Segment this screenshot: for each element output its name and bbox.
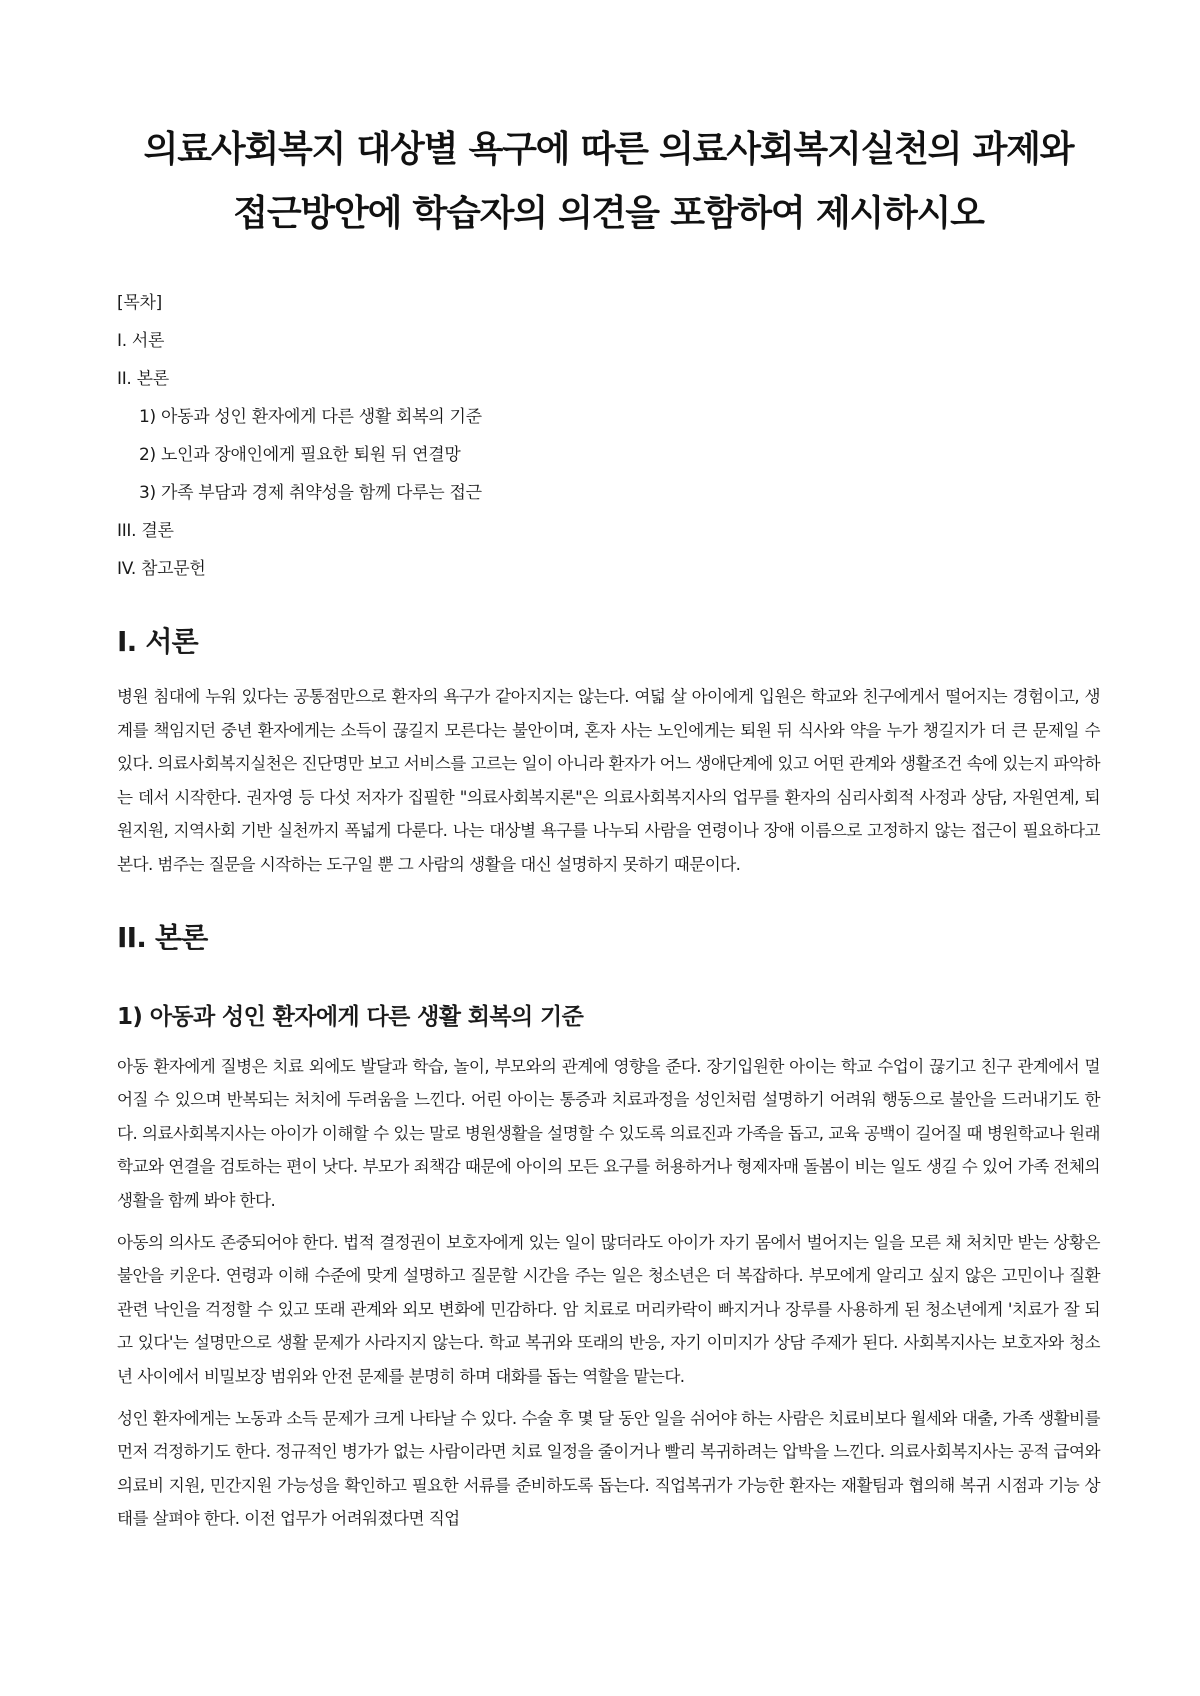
toc-item-conclusion: III. 결론	[117, 521, 174, 541]
title-line-2: 접근방안에 학습자의 의견을 포함하여 제시하시오	[233, 193, 984, 234]
intro-section	[117, 620, 1100, 882]
subsection-spacer	[117, 976, 1100, 998]
toc-item-sub2: 2) 노인과 장애인에게 필요한 퇴원 뒤 연결망	[139, 445, 461, 465]
toc-item-body: II. 본론	[117, 369, 169, 389]
toc-item-sub3: 3) 가족 부담과 경제 취약성을 함께 다루는 접근	[139, 483, 482, 503]
toc-heading: [목차]	[117, 293, 162, 313]
body-heading: II. 본론	[117, 920, 208, 954]
intro-heading: I. 서론	[117, 625, 198, 658]
intro-paragraph: 병원 침대에 누워 있다는 공통점만으로 환자의 욕구가 같아지지는 않는다. 여덟 살 아이에게 입원은 학교와 친구에게서 떨어지는 경험이고, 생계를 책임지던 중년 환자에게는 소득이 끊길지 모른다는 불안이며, 혼자 사는 노인에게는 퇴원 뒤 식사와 약을 누가 챙길지가 더 큰 문제일 수 있다. 의료사회복지실천은 진단명만 보고 서비스를 고르는 일이 아니라 환자가 어느 생애단계에 있고 어떤 관계와 생활조건 속에 있는지 파악하는 데서 시작한다. 권자영 등 다섯 저자가 집필한 "의료사회복지론"은 의료사회복지사의 업무를 환자의 심리사회적 사정과 상담, 자원연계, 퇴원지원, 지역사회 기반 실천까지 폭넓게 다룬다. 나는 대상별 욕구를 나누되 사람을 연령이나 장애 이름으로 고정하지 않는 접근이 필요하다고 본다. 범주는 질문을 시작하는 도구일 뿐 그 사람의 생활을 대신 설명하지 못하기 때문이다.	[117, 687, 1100, 874]
section-spacer	[117, 890, 1100, 916]
subsection-1-paragraph-1: 아동 환자에게 질병은 치료 외에도 발달과 학습, 놀이, 부모와의 관계에 영향을 준다. 장기입원한 아이는 학교 수업이 끊기고 친구 관계에서 멀어질 수 있으며 반복되는 처치에 두려움을 느낀다. 어린 아이는 통증과 치료과정을 성인처럼 설명하기 어려워 행동으로 불안을 드러내기도 한다. 의료사회복지사는 아이가 이해할 수 있는 말로 병원생활을 설명할 수 있도록 의료진과 가족을 돕고, 교육 공백이 길어질 때 병원학교나 원래 학교와 연결을 검토하는 편이 낫다. 부모가 죄책감 때문에 아이의 모든 요구를 허용하거나 형제자매 돌봄이 비는 일도 생길 수 있어 가족 전체의 생활을 함께 봐야 한다.	[117, 1056, 1100, 1210]
title-line-1: 의료사회복지 대상별 욕구에 따른 의료사회복지실천의 과제와	[143, 129, 1074, 170]
toc-list	[117, 322, 1100, 588]
toc-item-references: IV. 참고문헌	[117, 559, 206, 579]
body-section	[117, 916, 1100, 1536]
toc-item-sub1: 1) 아동과 성인 환자에게 다른 생활 회복의 기준	[139, 407, 482, 427]
subsection-1-paragraph-3: 성인 환자에게는 노동과 소득 문제가 크게 나타날 수 있다. 수술 후 몇 달 동안 일을 쉬어야 하는 사람은 치료비보다 월세와 대출, 가족 생활비를 먼저 걱정하기도 한다. 정규적인 병가가 없는 사람이라면 치료 일정을 줄이거나 빨리 복귀하려는 압박을 느낀다. 의료사회복지사는 공적 급여와 의료비 지원, 민간지원 가능성을 확인하고 필요한 서류를 준비하도록 돕는다. 직업복귀가 가능한 환자는 재활팀과 협의해 복귀 시점과 기능 상태를 살펴야 한다. 이전 업무가 어려워졌다면 직업	[117, 1408, 1100, 1529]
toc-item-intro: I. 서론	[117, 331, 165, 351]
subsection-1-heading: 1) 아동과 성인 환자에게 다른 생활 회복의 기준	[117, 1003, 584, 1030]
document-title	[117, 118, 1100, 246]
table-of-contents	[117, 284, 1100, 588]
subsection-1-paragraph-2: 아동의 의사도 존중되어야 한다. 법적 결정권이 보호자에게 있는 일이 많더라도 아이가 자기 몸에서 벌어지는 일을 모른 채 처치만 받는 상황은 불안을 키운다. 연령과 이해 수준에 맞게 설명하고 질문할 시간을 주는 일은 청소년은 더 복잡하다. 부모에게 알리고 싶지 않은 고민이나 질환 관련 낙인을 걱정할 수 있고 또래 관계와 외모 변화에 민감하다. 암 치료로 머리카락이 빠지거나 장루를 사용하게 된 청소년에게 '치료가 잘 되고 있다'는 설명만으로 생활 문제가 사라지지 않는다. 학교 복귀와 또래의 반응, 자기 이미지가 상담 주제가 된다. 사회복지사는 보호자와 청소년 사이에서 비밀보장 범위와 안전 문제를 분명히 하며 대화를 돕는 역할을 맡는다.	[117, 1232, 1100, 1386]
